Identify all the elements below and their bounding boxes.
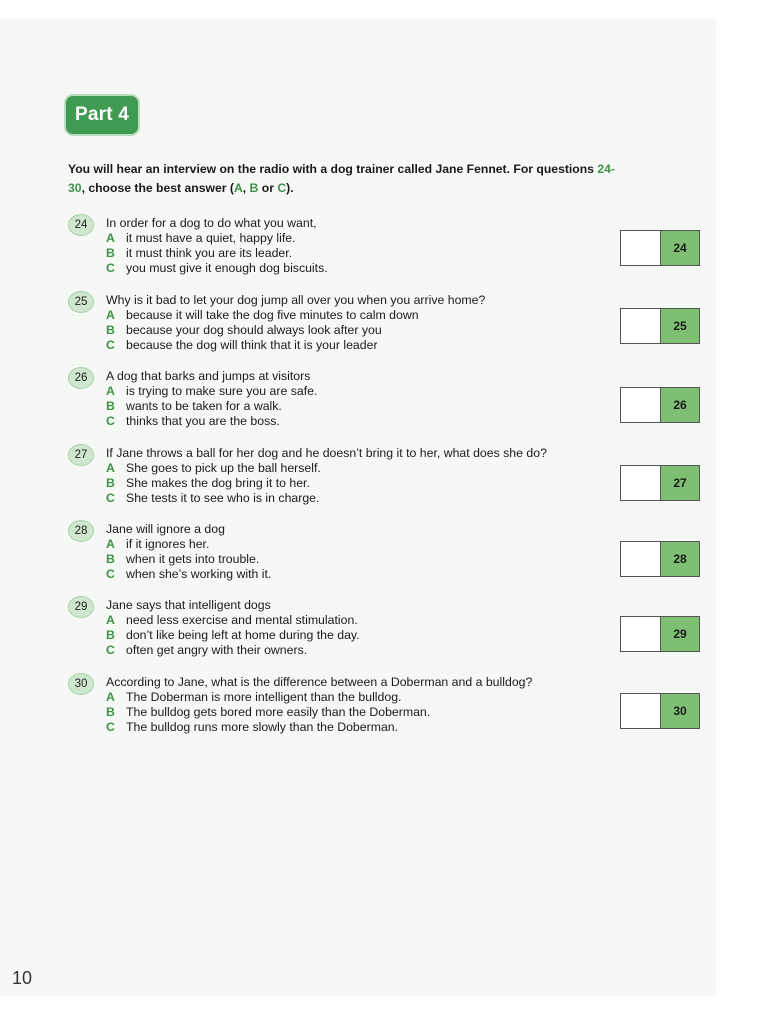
option-text: don’t like being left at home during the day. (126, 628, 360, 642)
answer-box-24[interactable] (620, 230, 700, 266)
question-range-end: 30 (68, 181, 82, 195)
option-text: if it ignores her. (126, 537, 210, 551)
part-badge: Part 4 (64, 94, 140, 136)
answer-blank[interactable] (621, 466, 661, 500)
option-letter: A (106, 384, 115, 398)
option-b[interactable] (106, 399, 282, 413)
option-a[interactable] (106, 537, 209, 551)
option-letter: A (106, 690, 115, 704)
option-b[interactable] (106, 246, 292, 260)
option-letter: C (106, 567, 115, 581)
answer-box-number: 25 (661, 309, 699, 343)
option-letter: A (106, 308, 115, 322)
answer-blank[interactable] (621, 617, 661, 651)
question-28 (68, 520, 708, 596)
instructions-text: , choose the best answer ( (81, 181, 234, 195)
option-text: She makes the dog bring it to her. (126, 476, 310, 490)
option-letter: C (106, 720, 115, 734)
question-number: 26 (68, 367, 94, 389)
option-letter: C (106, 338, 115, 352)
option-b[interactable] (106, 705, 430, 719)
letter-a: A (233, 181, 243, 195)
option-b[interactable] (106, 628, 360, 642)
option-a[interactable] (106, 308, 419, 322)
option-a[interactable] (106, 231, 296, 245)
option-text: when she’s working with it. (126, 567, 272, 581)
option-a[interactable] (106, 461, 321, 475)
question-stem: In order for a dog to do what you want, (106, 216, 317, 230)
question-number: 28 (68, 520, 94, 542)
answer-blank[interactable] (621, 694, 661, 728)
option-letter: B (106, 323, 115, 337)
answer-blank[interactable] (621, 388, 661, 422)
answer-box-number: 28 (661, 542, 699, 576)
option-a[interactable] (106, 384, 317, 398)
question-26 (68, 367, 708, 443)
page-number: 10 (12, 968, 33, 988)
answer-blank[interactable] (621, 309, 661, 343)
question-30 (68, 673, 708, 749)
option-letter: B (106, 476, 115, 490)
question-stem: If Jane throws a ball for her dog and he doesn’t bring it to her, what does she do? (106, 446, 547, 460)
answer-box-26[interactable] (620, 387, 700, 423)
answer-box-number: 24 (661, 231, 699, 265)
option-text: She tests it to see who is in charge. (126, 491, 320, 505)
answer-box-number: 29 (661, 617, 699, 651)
option-text: The bulldog runs more slowly than the Doberman. (126, 720, 399, 734)
question-number: 25 (68, 291, 94, 313)
option-text: thinks that you are the boss. (126, 414, 280, 428)
option-c[interactable] (106, 643, 307, 657)
option-letter: B (106, 399, 115, 413)
option-letter: A (106, 231, 115, 245)
option-letter: B (106, 705, 115, 719)
separator: , (242, 181, 250, 195)
instructions-text: You will hear an interview on the radio with a dog trainer called Jane Fennet. For questions (68, 162, 598, 176)
option-text: wants to be taken for a walk. (126, 399, 282, 413)
option-text: The bulldog gets bored more easily than the Doberman. (126, 705, 431, 719)
option-text: because it will take the dog five minutes to calm down (126, 308, 419, 322)
question-number: 24 (68, 214, 94, 236)
option-text: often get angry with their owners. (126, 643, 308, 657)
option-text: need less exercise and mental stimulation. (126, 613, 358, 627)
question-number: 29 (68, 596, 94, 618)
option-b[interactable] (106, 323, 382, 337)
question-stem: Why is it bad to let your dog jump all over you when you arrive home? (106, 293, 486, 307)
option-letter: C (106, 643, 115, 657)
option-letter: C (106, 491, 115, 505)
option-text: because the dog will think that it is your leader (126, 338, 378, 352)
question-number: 27 (68, 444, 94, 466)
option-letter: A (106, 461, 115, 475)
option-a[interactable] (106, 613, 358, 627)
option-text: because your dog should always look after you (126, 323, 382, 337)
question-24 (68, 214, 708, 290)
option-c[interactable] (106, 567, 271, 581)
option-letter: C (106, 414, 115, 428)
separator: or (258, 181, 278, 195)
answer-box-27[interactable] (620, 465, 700, 501)
option-c[interactable] (106, 720, 398, 734)
option-b[interactable] (106, 476, 310, 490)
option-c[interactable] (106, 338, 378, 352)
option-text: is trying to make sure you are safe. (126, 384, 318, 398)
question-stem: According to Jane, what is the difference between a Doberman and a bulldog? (106, 675, 533, 689)
option-a[interactable] (106, 690, 401, 704)
answer-box-number: 30 (661, 694, 699, 728)
answer-box-29[interactable] (620, 616, 700, 652)
option-letter: A (106, 613, 115, 627)
option-c[interactable] (106, 414, 280, 428)
option-b[interactable] (106, 552, 259, 566)
letter-b: B (249, 181, 259, 195)
question-stem: A dog that barks and jumps at visitors (106, 369, 311, 383)
answer-box-30[interactable] (620, 693, 700, 729)
option-text: She goes to pick up the ball herself. (126, 461, 321, 475)
letter-c: C (277, 181, 287, 195)
option-letter: B (106, 552, 115, 566)
answer-blank[interactable] (621, 542, 661, 576)
question-range-start: 24- (597, 162, 615, 176)
answer-box-number: 26 (661, 388, 699, 422)
option-letter: B (106, 628, 115, 642)
answer-blank[interactable] (621, 231, 661, 265)
option-c[interactable] (106, 261, 328, 275)
option-text: it must think you are its leader. (126, 246, 293, 260)
question-number: 30 (68, 673, 94, 695)
question-stem: Jane will ignore a dog (106, 522, 225, 536)
instructions (68, 160, 700, 198)
page-sheet (0, 18, 716, 996)
answer-box-number: 27 (661, 466, 699, 500)
option-letter: A (106, 537, 115, 551)
question-29 (68, 596, 708, 672)
option-text: it must have a quiet, happy life. (126, 231, 296, 245)
option-text: you must give it enough dog biscuits. (126, 261, 328, 275)
question-25 (68, 291, 708, 367)
question-stem: Jane says that intelligent dogs (106, 598, 271, 612)
instructions-text: ). (286, 181, 294, 195)
option-letter: C (106, 261, 115, 275)
answer-box-25[interactable] (620, 308, 700, 344)
answer-box-28[interactable] (620, 541, 700, 577)
option-text: when it gets into trouble. (126, 552, 260, 566)
option-c[interactable] (106, 491, 319, 505)
option-letter: B (106, 246, 115, 260)
option-text: The Doberman is more intelligent than the bulldog. (126, 690, 402, 704)
question-27 (68, 444, 708, 520)
